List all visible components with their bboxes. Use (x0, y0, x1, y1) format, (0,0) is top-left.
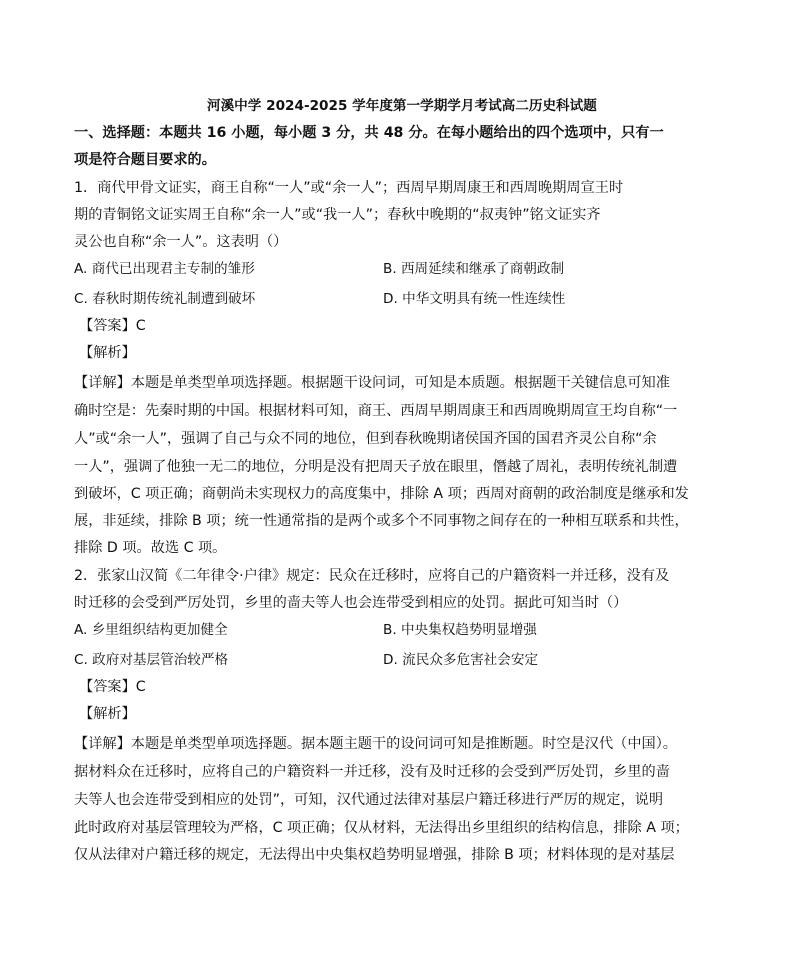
q2-option-c: C. 政府对基层管治较严格 (74, 652, 229, 668)
q2-detail-line3: 夫等人也会连带受到相应的处罚”，可知，汉代通过法律对基层户籍迁移进行严厉的规定，说明 (74, 792, 664, 808)
q1-detail-line3: 人”或“余一人”，强调了自己与众不同的地位，但到春秋晚期诸侯国齐国的国君齐灵公自称“余 (74, 431, 657, 447)
q2-analysis-label: 【解析】 (79, 706, 136, 722)
q2-detail-line2: 据材料众在迁移时，应将自己的户籍资料一并迁移，没有及时迁移的会受到严厉处罚，乡里的啬 (74, 764, 670, 780)
q2-answer: 【答案】C (79, 679, 146, 695)
q1-answer: 【答案】C (79, 318, 146, 334)
q1-option-d: D. 中华文明具有统一性连续性 (383, 291, 566, 307)
q1-option-c: C. 春秋时期传统礼制遭到破坏 (74, 291, 256, 307)
q2-detail-line5: 仅从法律对户籍迁移的规定，无法得出中央集权趋势明显增强，排除 B 项；材料体现的是对基层 (74, 847, 675, 863)
q2-stem-line1: 2．张家山汉简《二年律令·户律》规定：民众在迁移时，应将自己的户籍资料一并迁移，没有及 (74, 568, 670, 584)
q1-stem-line2: 期的青铜铭文证实周王自称“余一人”或“我一人”；春秋中晚期的“叔夷钟”铭文证实齐 (74, 207, 601, 223)
q2-detail-line4: 此时政府对基层管理较为严格，C 项正确；仅从材料，无法得出乡里组织的结构信息，排除 A 项； (74, 820, 689, 836)
q2-option-b: B. 中央集权趋势明显增强 (383, 622, 537, 638)
q2-detail-line1: 【详解】本题是单类型单项选择题。据本题主题干的设问词可知是推断题。时空是汉代（中国）。 (74, 736, 677, 752)
q1-detail-line1: 【详解】本题是单类型单项选择题。根据题干设问词，可知是本质题。根据题干关键信息可知准 (74, 375, 670, 391)
q2-stem-line2: 时迁移的会受到严厉处罚，乡里的啬夫等人也会连带受到相应的处罚。据此可知当时（） (74, 595, 628, 611)
q2-option-a: A. 乡里组织结构更加健全 (74, 622, 228, 638)
q1-stem-line1: 1．商代甲骨文证实，商王自称“一人”或“余一人”；西周早期周康王和西周晚期周宣王时 (74, 180, 624, 196)
q1-detail-line4: 一人”，强调了他独一无二的地位，分明是没有把周天子放在眼里，僭越了周礼，表明传统礼制遭 (74, 459, 678, 475)
q1-detail-line2: 确时空是：先秦时期的中国。根据材料可知，商王、西周早期周康王和西周晚期周宣王均自称“一 (74, 403, 678, 419)
q1-analysis-label: 【解析】 (79, 345, 136, 361)
q1-stem-line3: 灵公也自称“余一人”。这表明（） (74, 234, 288, 250)
page-title: 河溪中学 2024-2025 学年度第一学期学月考试高二历史科试题 (207, 98, 597, 114)
section-heading-line1: 一、选择题：本题共 16 小题，每小题 3 分，共 48 分。在每小题给出的四个选项中，只有一 (74, 125, 664, 141)
q1-detail-line5: 到破坏，C 项正确；商朝尚未实现权力的高度集中，排除 A 项；西周对商朝的政治制度是继承和发 (74, 486, 689, 502)
q1-option-b: B. 西周延续和继承了商朝政制 (383, 261, 565, 277)
q1-detail-line7: 排除 D 项。故选 C 项。 (74, 540, 227, 556)
q1-detail-line6: 展，非延续，排除 B 项；统一性通常指的是两个或多个不同事物之间存在的一种相互联系和共性， (74, 513, 689, 529)
q1-option-a: A. 商代已出现君主专制的雏形 (74, 261, 255, 277)
q2-option-d: D. 流民众多危害社会安定 (383, 652, 539, 668)
section-heading-line2: 项是符合题目要求的。 (74, 152, 216, 168)
